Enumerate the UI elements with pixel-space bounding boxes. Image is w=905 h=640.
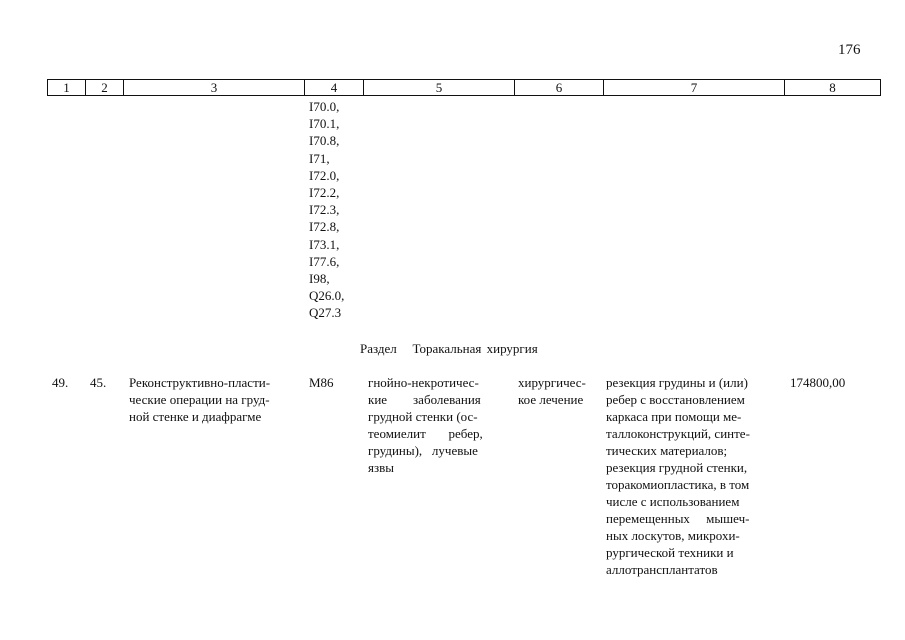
diagnosis-code: I70.0, <box>309 99 340 114</box>
disease-line: гнойно-некротичес- <box>368 375 479 390</box>
disease-description <box>368 374 498 476</box>
column-header: 7 <box>604 80 785 96</box>
diagnosis-code: I72.2, <box>309 185 340 201</box>
method-line: ных лоскутов, микрохи- <box>606 528 740 543</box>
method-line: перемещенных мышеч- <box>606 511 750 526</box>
diagnosis-code: I77.6, <box>309 253 340 269</box>
method-line: рургической техники и <box>606 545 734 560</box>
treatment-type-line: кое лечение <box>518 392 584 407</box>
diagnosis-code: I70.1, <box>309 116 340 132</box>
procedure-name-line: ческие операции на груд- <box>129 392 270 407</box>
method-line: аллотрансплантатов <box>606 562 718 577</box>
column-header: 3 <box>124 80 305 96</box>
column-header-table <box>47 79 881 96</box>
method-line: таллоконструкций, синте- <box>606 426 750 441</box>
diagnosis-code: I72.8, <box>309 219 340 235</box>
disease-line: язвы <box>368 460 394 475</box>
treatment-type-line: хирургичес- <box>518 375 586 390</box>
method-line: каркаса при помощи ме- <box>606 409 742 424</box>
cost-value: 174800,00 <box>790 375 846 390</box>
row-number: 49. <box>52 375 69 390</box>
disease-line: теомиелит ребер, <box>368 426 483 441</box>
column-header: 5 <box>364 80 515 96</box>
column-header: 1 <box>48 80 86 96</box>
method-line: резекция грудной стенки, <box>606 460 748 475</box>
procedure-name <box>129 374 299 425</box>
column-header: 2 <box>86 80 124 96</box>
diagnosis-code: M86 <box>309 375 334 390</box>
diagnosis-code: I73.1, <box>309 236 340 252</box>
disease-line: кие заболевания <box>368 392 481 407</box>
procedure-name-line: ной стенке и диафрагме <box>129 409 262 424</box>
disease-line: грудины), лучевые <box>368 443 478 458</box>
continuation-code-list <box>309 98 344 322</box>
treatment-type <box>518 374 598 408</box>
diagnosis-code: I72.3, <box>309 202 340 218</box>
row-subnumber: 45. <box>90 375 107 390</box>
column-header: 6 <box>515 80 604 96</box>
column-header: 8 <box>785 80 881 96</box>
diagnosis-code: I72.0, <box>309 167 340 183</box>
method-line: тических материалов; <box>606 443 728 458</box>
diagnosis-code: Q26.0, <box>309 288 345 304</box>
method-line: ребер с восстановлением <box>606 392 745 407</box>
procedure-name-line: Реконструктивно-пласти- <box>129 375 271 390</box>
method-line: торакомиопластика, в том <box>606 477 750 492</box>
page-number: 176 <box>838 42 861 58</box>
treatment-method <box>606 374 779 578</box>
method-line: резекция грудины и (или) <box>606 375 748 390</box>
column-header: 4 <box>305 80 364 96</box>
diagnosis-code: I70.8, <box>309 133 340 149</box>
section-title: Раздел Торакальная хирургия <box>360 341 538 356</box>
header-row <box>48 80 881 96</box>
diagnosis-code: I71, <box>309 150 330 166</box>
diagnosis-code: Q27.3 <box>309 305 342 321</box>
method-line: числе с использованием <box>606 494 740 509</box>
disease-line: грудной стенки (ос- <box>368 409 478 424</box>
diagnosis-code: I98, <box>309 271 330 287</box>
